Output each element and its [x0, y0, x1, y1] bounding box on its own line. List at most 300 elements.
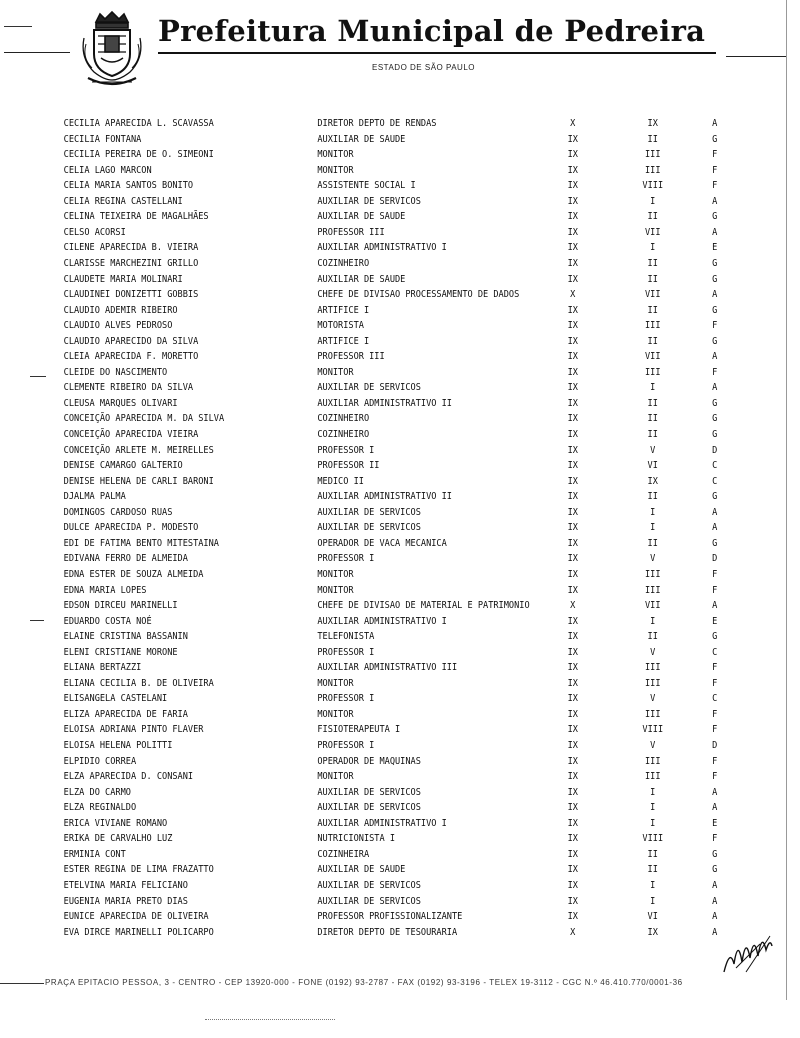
employee-grade-2: II [647, 257, 658, 269]
employee-grade-2: III [644, 584, 661, 596]
employee-grade-3: A [712, 289, 718, 301]
employee-grade-1: X [570, 926, 576, 938]
employee-row [0, 349, 718, 364]
employee-grade-1: IX [567, 475, 578, 487]
employee-grade-2: I [650, 195, 656, 207]
employee-row [0, 754, 718, 769]
employee-row [0, 536, 718, 551]
employee-row [0, 427, 718, 442]
employee-grade-3: F [712, 771, 718, 783]
employee-name: DENISE CAMARGO GALTERIO [63, 460, 183, 472]
employee-grade-3: F [712, 677, 718, 689]
employee-role: AUXILIAR DE SAUDE [317, 273, 406, 285]
employee-grade-1: IX [567, 802, 578, 814]
employee-grade-3: G [712, 335, 718, 347]
employee-grade-1: IX [567, 677, 578, 689]
employee-grade-1: IX [567, 911, 578, 923]
employee-grade-3: G [712, 631, 718, 643]
employee-role: AUXILIAR ADMINISTRATIVO II [317, 397, 452, 409]
employee-grade-2: VIII [642, 180, 664, 192]
employee-grade-2: III [644, 677, 661, 689]
employee-role: AUXILIAR DE SERVICOS [317, 382, 421, 394]
employee-name: DULCE APARECIDA P. MODESTO [63, 522, 199, 534]
employee-grade-1: IX [567, 195, 578, 207]
employee-name: EDNA MARIA LOPES [63, 584, 147, 596]
employee-grade-3: A [712, 911, 718, 923]
employee-grade-2: II [647, 631, 658, 643]
employee-grade-3: G [712, 429, 718, 440]
employee-name: CLAUDIO ADEMIR RIBEIRO [63, 304, 178, 316]
employee-role: COZINHEIRO [317, 257, 370, 269]
employee-grade-2: V [650, 444, 656, 456]
employee-role: MONITOR [317, 366, 354, 378]
employee-name: CONCEIÇÃO APARECIDA M. DA SILVA [63, 413, 225, 425]
employee-grade-3: E [712, 242, 718, 254]
employee-grade-1: IX [567, 211, 578, 223]
employee-grade-3: G [712, 304, 718, 316]
employee-grade-1: IX [567, 522, 578, 534]
employee-grade-3: D [712, 553, 718, 565]
employee-row [0, 629, 718, 644]
employee-name: CECILIA FONTANA [63, 133, 142, 145]
employee-grade-1: IX [567, 553, 578, 565]
employee-grade-3: C [712, 646, 718, 658]
employee-grade-2: III [644, 320, 661, 332]
employee-name: CECILIA APARECIDA L. SCAVASSA [63, 118, 214, 129]
employee-grade-1: IX [567, 864, 578, 876]
employee-name: ELIANA BERTAZZI [63, 662, 142, 674]
employee-grade-2: II [647, 304, 658, 316]
employee-role: AUXILIAR DE SERVICOS [317, 786, 421, 798]
employee-grade-2: VIII [642, 724, 664, 736]
employee-grade-1: IX [567, 460, 578, 472]
employee-grade-3: F [712, 366, 718, 378]
employee-grade-2: II [647, 413, 658, 425]
employee-name: EDIVANA FERRO DE ALMEIDA [63, 553, 188, 565]
employee-role: AUXILIAR DE SERVICOS [317, 506, 421, 518]
employee-grade-1: IX [567, 242, 578, 254]
employee-grade-3: E [712, 817, 718, 829]
employee-row [0, 365, 718, 380]
employee-role: AUXILIAR DE SAUDE [317, 211, 406, 223]
employee-grade-3: C [712, 693, 718, 705]
employee-role: PROFESSOR III [317, 226, 385, 238]
employee-grade-1: IX [567, 755, 578, 767]
employee-name: EVA DIRCE MARINELLI POLICARPO [63, 926, 214, 938]
employee-grade-1: IX [567, 491, 578, 503]
employee-row [0, 287, 718, 302]
employee-grade-1: IX [567, 366, 578, 378]
employee-name: ESTER REGINA DE LIMA FRAZATTO [63, 864, 214, 876]
employee-grade-2: VI [647, 911, 658, 923]
employee-name: ELOISA HELENA POLITTI [63, 740, 173, 751]
employee-name: DOMINGOS CARDOSO RUAS [63, 506, 173, 518]
employee-name: ETELVINA MARIA FELICIANO [63, 879, 188, 891]
employee-row [0, 520, 718, 535]
employee-grade-2: I [650, 802, 656, 814]
employee-name: ELZA REGINALDO [63, 802, 137, 814]
employee-grade-2: I [650, 615, 656, 627]
employee-grade-2: III [644, 755, 661, 767]
employee-name: CELIA MARIA SANTOS BONITO [63, 180, 194, 192]
employee-grade-3: G [712, 133, 718, 145]
employee-grade-2: VII [644, 600, 661, 612]
employee-grade-3: G [712, 257, 718, 269]
employee-grade-1: IX [567, 133, 578, 145]
employee-row [0, 645, 718, 660]
employee-grade-2: V [650, 693, 656, 705]
employee-grade-3: A [712, 802, 718, 814]
employee-grade-1: IX [567, 273, 578, 285]
employee-grade-2: II [647, 133, 658, 145]
employee-role: PROFESSOR I [317, 444, 375, 456]
employee-grade-2: III [644, 149, 661, 161]
employee-grade-3: G [712, 537, 718, 549]
employee-row [0, 163, 718, 178]
employee-row [0, 800, 718, 815]
employee-grade-2: I [650, 522, 656, 534]
employee-row [0, 458, 718, 473]
employee-grade-1: IX [567, 833, 578, 845]
employee-row [0, 769, 718, 784]
employee-role: AUXILIAR DE SERVICOS [317, 195, 421, 207]
employee-grade-1: IX [567, 848, 578, 860]
employee-role: MONITOR [317, 149, 354, 161]
employee-row [0, 847, 718, 862]
employee-grade-2: III [644, 366, 661, 378]
employee-row [0, 878, 718, 893]
employee-grade-2: VI [647, 460, 658, 472]
employee-grade-3: F [712, 662, 718, 674]
employee-grade-2: VII [644, 226, 661, 238]
employee-grade-2: III [644, 771, 661, 783]
employee-name: CECILIA PEREIRA DE O. SIMEONI [63, 149, 214, 161]
employee-name: DJALMA PALMA [63, 491, 126, 503]
employee-grade-1: IX [567, 320, 578, 332]
employee-grade-1: IX [567, 786, 578, 798]
employee-grade-3: A [712, 522, 718, 534]
employee-role: COZINHEIRO [317, 413, 370, 425]
footer-rule [0, 983, 44, 984]
employee-name: EUNICE APARECIDA DE OLIVEIRA [63, 911, 209, 923]
employee-grade-1: IX [567, 708, 578, 720]
employee-grade-1: IX [567, 444, 578, 456]
employee-grade-2: IX [647, 475, 658, 487]
employee-row [0, 785, 718, 800]
employee-grade-1: IX [567, 662, 578, 674]
employee-grade-2: II [647, 429, 658, 440]
employee-name: CLARISSE MARCHEZINI GRILLO [63, 257, 199, 269]
employee-role: MONITOR [317, 708, 354, 720]
employee-name: ELPIDIO CORREA [63, 755, 137, 767]
employee-role: AUXILIAR ADMINISTRATIVO I [317, 242, 447, 254]
employee-grade-3: E [712, 615, 718, 627]
employee-grade-2: II [647, 397, 658, 409]
employee-role: NUTRICIONISTA I [317, 833, 396, 845]
employee-grade-2: I [650, 242, 656, 254]
employee-name: ELAINE CRISTINA BASSANIN [63, 631, 188, 643]
employee-role: FISIOTERAPEUTA I [317, 724, 401, 736]
employee-grade-1: IX [567, 771, 578, 783]
employee-row [0, 505, 718, 520]
employee-grade-1: IX [567, 506, 578, 518]
employee-name: CELIA LAGO MARCON [63, 164, 152, 176]
employee-name: CLAUDINEI DONIZETTI GOBBIS [63, 289, 199, 301]
employee-grade-2: II [647, 537, 658, 549]
employee-row [0, 132, 718, 147]
employee-grade-3: G [712, 413, 718, 425]
employee-grade-2: I [650, 895, 656, 907]
employee-name: CELIA REGINA CASTELLANI [63, 195, 183, 207]
employee-row [0, 894, 718, 909]
employee-grade-1: IX [567, 164, 578, 176]
employee-grade-3: A [712, 118, 718, 129]
employee-grade-3: A [712, 895, 718, 907]
employee-role: PROFESSOR I [317, 740, 375, 751]
employee-grade-1: IX [567, 413, 578, 425]
employee-role: AUXILIAR ADMINISTRATIVO I [317, 817, 447, 829]
employee-grade-1: IX [567, 879, 578, 891]
employee-grade-1: X [570, 118, 576, 129]
employee-grade-1: IX [567, 226, 578, 238]
employee-grade-2: IX [647, 118, 658, 129]
employee-grade-3: F [712, 833, 718, 845]
employee-row [0, 660, 718, 675]
header-rule-right [726, 56, 786, 57]
employee-grade-3: A [712, 195, 718, 207]
employee-grade-2: V [650, 740, 656, 751]
employee-grade-3: G [712, 491, 718, 503]
employee-row [0, 194, 718, 209]
employee-grade-3: G [712, 273, 718, 285]
employee-grade-1: IX [567, 631, 578, 643]
handwritten-signature-icon [720, 928, 776, 978]
employee-grade-1: IX [567, 429, 578, 440]
employee-grade-2: II [647, 491, 658, 503]
employee-grade-1: IX [567, 895, 578, 907]
employee-grade-1: IX [567, 817, 578, 829]
employee-row [0, 925, 718, 940]
employee-grade-3: A [712, 382, 718, 394]
employee-role: CHEFE DE DIVISAO PROCESSAMENTO DE DADOS [317, 289, 520, 301]
employee-grade-2: III [644, 164, 661, 176]
employee-row [0, 240, 718, 255]
employee-name: CELINA TEIXEIRA DE MAGALHÃES [63, 211, 209, 223]
employee-grade-2: I [650, 879, 656, 891]
employee-row [0, 567, 718, 582]
employee-row [0, 707, 718, 722]
header-rule-left [4, 52, 70, 53]
employee-grade-2: I [650, 506, 656, 518]
employee-grade-3: A [712, 226, 718, 238]
employee-row [0, 691, 718, 706]
employee-role: AUXILIAR ADMINISTRATIVO I [317, 615, 447, 627]
employee-grade-2: II [647, 211, 658, 223]
employee-row [0, 738, 718, 753]
employee-grade-1: IX [567, 397, 578, 409]
employee-row [0, 209, 718, 224]
employee-role: MONITOR [317, 164, 354, 176]
employee-grade-1: IX [567, 180, 578, 192]
employee-name: ELZA APARECIDA D. CONSANI [63, 771, 194, 783]
employee-grade-1: IX [567, 568, 578, 580]
employee-row [0, 489, 718, 504]
employee-row [0, 116, 718, 131]
employee-name: ELOISA ADRIANA PINTO FLAVER [63, 724, 204, 736]
header-rule [158, 52, 716, 54]
employee-grade-3: F [712, 755, 718, 767]
employee-role: PROFESSOR PROFISSIONALIZANTE [317, 911, 463, 923]
employee-grade-2: V [650, 553, 656, 565]
employee-role: PROFESSOR I [317, 693, 375, 705]
employee-name: ERMINIA CONT [63, 848, 126, 860]
employee-name: ERIKA DE CARVALHO LUZ [63, 833, 173, 845]
employee-role: MONITOR [317, 677, 354, 689]
scan-mark [4, 26, 32, 27]
page-edge [786, 0, 787, 1000]
employee-grade-1: IX [567, 335, 578, 347]
employee-name: CLEIA APARECIDA F. MORETTO [63, 351, 199, 363]
employee-grade-2: III [644, 662, 661, 674]
employee-role: TELEFONISTA [317, 631, 375, 643]
employee-role: AUXILIAR DE SERVICOS [317, 879, 421, 891]
employee-grade-3: A [712, 351, 718, 363]
employee-row [0, 583, 718, 598]
page-title: Prefeitura Municipal de Pedreira [158, 14, 706, 48]
municipal-coat-of-arms-icon [74, 8, 150, 92]
employee-grade-1: IX [567, 724, 578, 736]
employee-role: PROFESSOR III [317, 351, 385, 363]
employee-role: COZINHEIRA [317, 848, 370, 860]
employee-role: MOTORISTA [317, 320, 364, 332]
employee-row [0, 318, 718, 333]
employee-row [0, 303, 718, 318]
employee-name: ELZA DO CARMO [63, 786, 131, 798]
employee-name: ERICA VIVIANE ROMANO [63, 817, 168, 829]
employee-name: CLEMENTE RIBEIRO DA SILVA [63, 382, 194, 394]
employee-name: CELSO ACORSI [63, 226, 126, 238]
employee-grade-1: IX [567, 693, 578, 705]
employee-grade-2: II [647, 273, 658, 285]
employee-name: CILENE APARECIDA B. VIEIRA [63, 242, 199, 254]
employee-name: EUGENIA MARIA PRETO DIAS [63, 895, 188, 907]
employee-grade-1: IX [567, 351, 578, 363]
employee-grade-2: III [644, 708, 661, 720]
employee-grade-3: G [712, 211, 718, 223]
employee-role: AUXILIAR ADMINISTRATIVO II [317, 491, 452, 503]
employee-grade-3: F [712, 180, 718, 192]
employee-name: ELIZA APARECIDA DE FARIA [63, 708, 188, 720]
employee-grade-3: F [712, 584, 718, 596]
employee-row [0, 816, 718, 831]
employee-row [0, 676, 718, 691]
employee-grade-2: I [650, 382, 656, 394]
page-subtitle: ESTADO DE SÃO PAULO [372, 63, 476, 72]
employee-row [0, 225, 718, 240]
employee-grade-3: F [712, 568, 718, 580]
employee-row [0, 272, 718, 287]
employee-grade-3: D [712, 740, 718, 751]
employee-grade-1: X [570, 600, 576, 612]
employee-name: CONCEIÇÃO APARECIDA VIEIRA [63, 429, 199, 440]
employee-role: ASSISTENTE SOCIAL I [317, 180, 416, 192]
employee-role: MONITOR [317, 771, 354, 783]
employee-row [0, 722, 718, 737]
employee-row [0, 147, 718, 162]
employee-role: CHEFE DE DIVISAO DE MATERIAL E PATRIMONIO [317, 600, 530, 612]
employee-grade-2: V [650, 646, 656, 658]
employee-grade-1: IX [567, 149, 578, 161]
employee-role: AUXILIAR DE SERVICOS [317, 522, 421, 534]
employee-row [0, 380, 718, 395]
employee-grade-3: F [712, 164, 718, 176]
employee-grade-1: IX [567, 382, 578, 394]
footer-address: PRAÇA EPITACIO PESSOA, 3 - CENTRO - CEP 13920-000 - FONE (0192) 93-2787 - FAX (0192) 93-3196 - TELEX 19-3112 - CGC N.º 46.410.770/0001-36 [45, 978, 683, 987]
employee-role: DIRETOR DEPTO DE RENDAS [317, 118, 437, 129]
employee-role: AUXILIAR ADMINISTRATIVO III [317, 662, 458, 674]
employee-grade-2: III [644, 568, 661, 580]
employee-name: EDI DE FATIMA BENTO MITESTAINA [63, 537, 219, 549]
employee-name: CLAUDIO APARECIDO DA SILVA [63, 335, 199, 347]
employee-name: EDUARDO COSTA NOÉ [63, 615, 152, 627]
employee-row [0, 474, 718, 489]
employee-role: OPERADOR DE VACA MECANICA [317, 537, 447, 549]
employee-grade-3: A [712, 926, 718, 938]
employee-role: DIRETOR DEPTO DE TESOURARIA [317, 926, 458, 938]
employee-grade-3: F [712, 724, 718, 736]
employee-role: ARTIFICE I [317, 304, 370, 316]
employee-row [0, 551, 718, 566]
employee-grade-2: II [647, 335, 658, 347]
employee-grade-3: G [712, 397, 718, 409]
employee-grade-2: II [647, 848, 658, 860]
employee-grade-3: A [712, 506, 718, 518]
employee-grade-3: G [712, 864, 718, 876]
employee-grade-2: I [650, 817, 656, 829]
employee-grade-3: C [712, 475, 718, 487]
employee-grade-1: IX [567, 615, 578, 627]
employee-grade-3: D [712, 444, 718, 456]
employee-name: CLAUDIO ALVES PEDROSO [63, 320, 173, 332]
employee-name: CLAUDETE MARIA MOLINARI [63, 273, 183, 285]
employee-grade-3: F [712, 708, 718, 720]
employee-row [0, 334, 718, 349]
employee-name: CLEUSA MARQUES OLIVARI [63, 397, 178, 409]
employee-grade-1: IX [567, 584, 578, 596]
scan-noise [205, 1019, 335, 1022]
employee-role: MONITOR [317, 584, 354, 596]
employee-row [0, 831, 718, 846]
employee-grade-3: A [712, 879, 718, 891]
employee-grade-3: F [712, 320, 718, 332]
employee-row [0, 411, 718, 426]
employee-name: EDSON DIRCEU MARINELLI [63, 600, 178, 612]
employee-grade-2: II [647, 864, 658, 876]
employee-name: EDNA ESTER DE SOUZA ALMEIDA [63, 568, 204, 580]
employee-role: OPERADOR DE MAQUINAS [317, 755, 421, 767]
employee-grade-2: IX [647, 926, 658, 938]
employee-grade-2: VII [644, 289, 661, 301]
employee-grade-2: VII [644, 351, 661, 363]
employee-role: PROFESSOR I [317, 553, 375, 565]
employee-name: CONCEIÇÃO ARLETE M. MEIRELLES [63, 444, 214, 456]
employee-row [0, 909, 718, 924]
employee-grade-3: G [712, 848, 718, 860]
employee-grade-2: I [650, 786, 656, 798]
employee-grade-1: IX [567, 257, 578, 269]
employee-role: ARTIFICE I [317, 335, 370, 347]
employee-grade-1: IX [567, 740, 578, 751]
